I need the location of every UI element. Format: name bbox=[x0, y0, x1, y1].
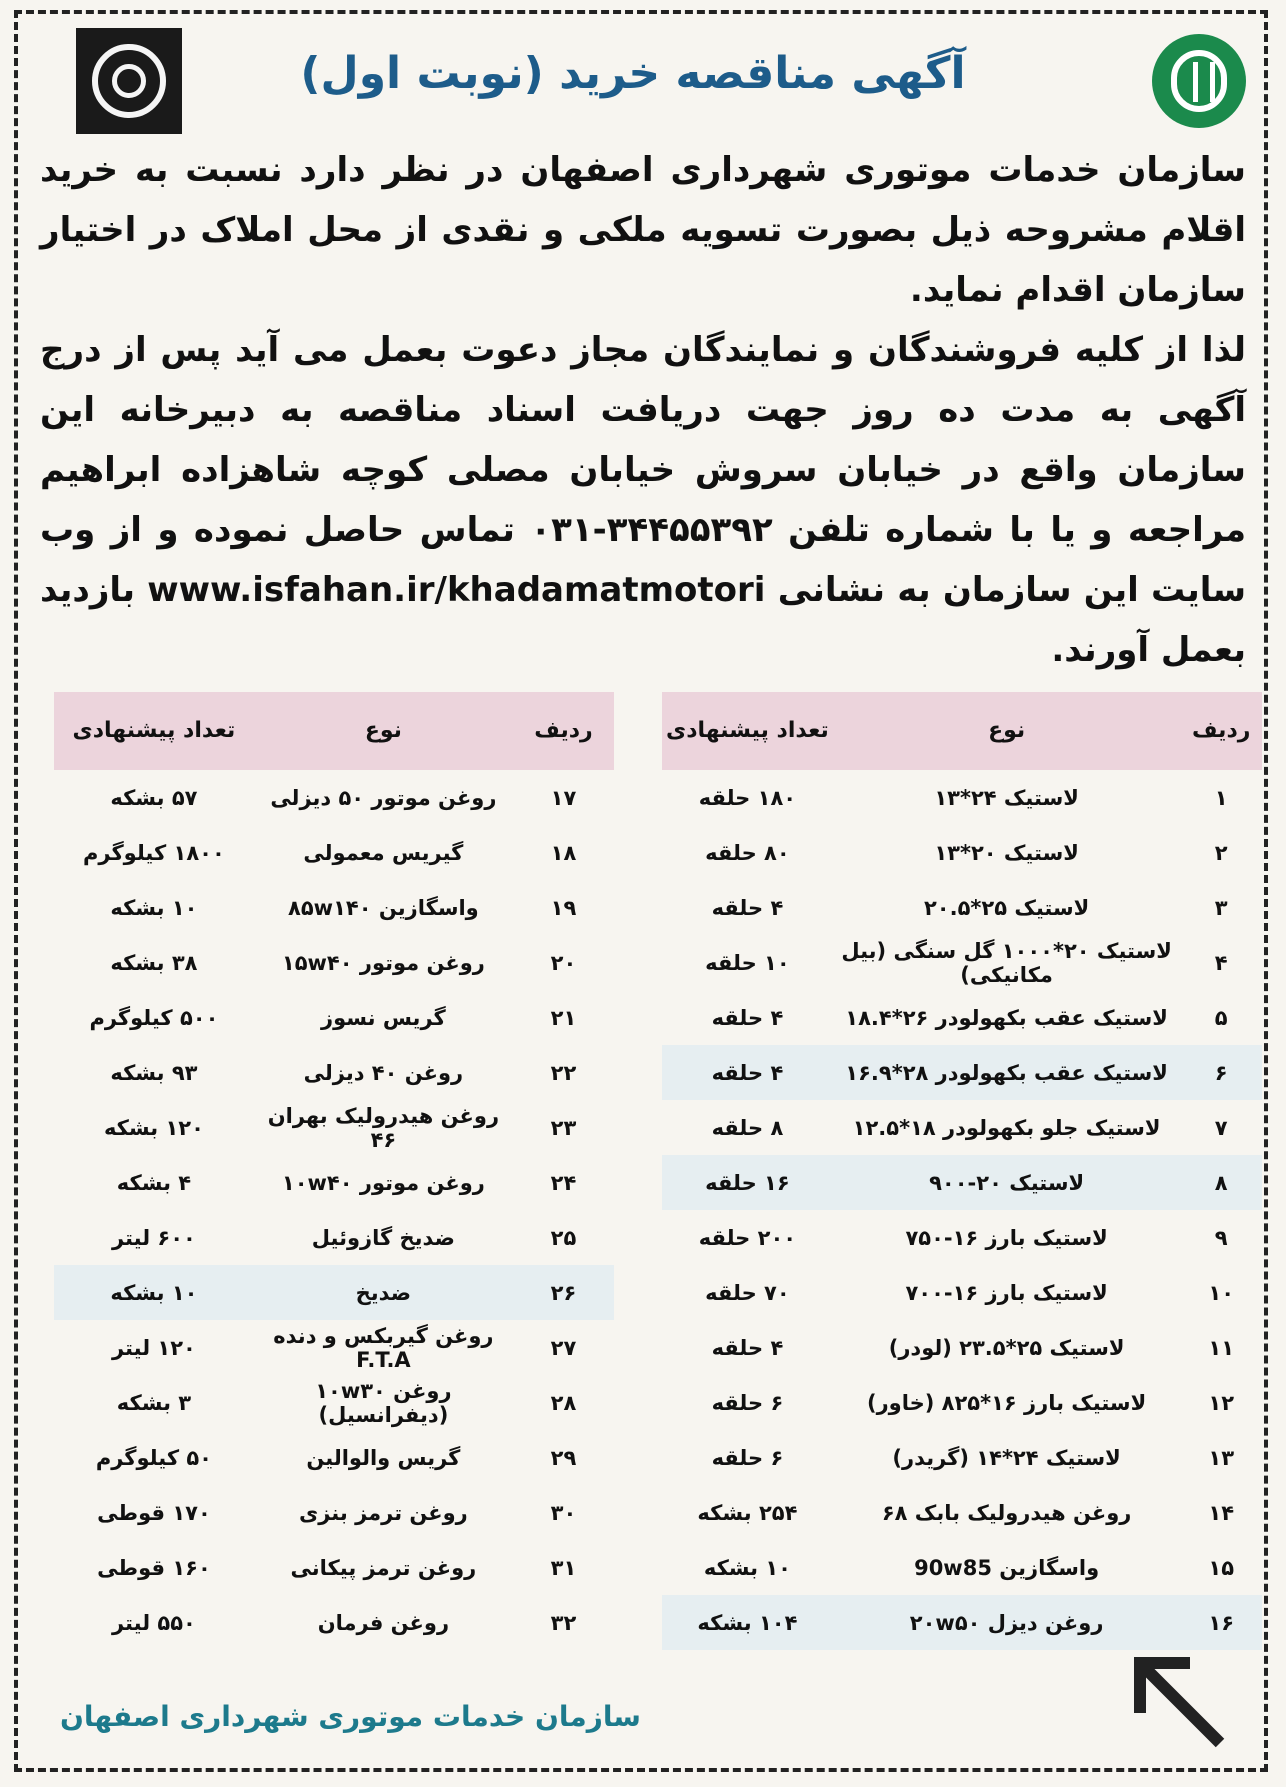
table-row bbox=[54, 1595, 614, 1650]
item-type: واسگازین ۸۵w۱۴۰ bbox=[288, 895, 479, 920]
header-row-no: ردیف bbox=[513, 692, 614, 770]
row-number: ۱۰ bbox=[1208, 1280, 1235, 1305]
item-type: لاستیک بارز ۱۶-۷۰۰ bbox=[905, 1280, 1108, 1305]
row-number: ۱۶ bbox=[1180, 1595, 1262, 1650]
item-quantity: ۴ حلقه bbox=[662, 1045, 833, 1100]
item-type: لاستیک بارز ۱۶*۸۲۵ (خاور) bbox=[866, 1390, 1147, 1415]
table-row bbox=[54, 1485, 614, 1540]
item-quantity: ۵۷ بشکه bbox=[110, 785, 198, 810]
table-row bbox=[662, 1540, 1262, 1595]
table-row bbox=[662, 825, 1262, 880]
intro-text bbox=[40, 140, 1246, 680]
item-type: روغن موتور ۵۰ دیزلی bbox=[270, 785, 497, 810]
website-link[interactable]: www.isfahan.ir/khadamatmotori bbox=[147, 570, 766, 610]
table-row bbox=[54, 935, 614, 990]
header-row-no: ردیف bbox=[1180, 692, 1262, 770]
item-type: ضدیخ bbox=[254, 1265, 513, 1320]
item-type: روغن هیدرولیک بهران ۴۶ bbox=[267, 1103, 500, 1152]
row-number: ۲۷ bbox=[550, 1335, 577, 1360]
item-type: روغن گیربکس و دنده F.T.A bbox=[273, 1323, 494, 1372]
row-number: ۱۲ bbox=[1208, 1390, 1235, 1415]
item-type: روغن ترمز بنزی bbox=[298, 1500, 468, 1525]
table-row bbox=[54, 770, 614, 825]
table-row bbox=[662, 1265, 1262, 1320]
item-quantity: ۱۰ بشکه bbox=[54, 1265, 254, 1320]
item-type: لاستیک ۲۰*۱۳ bbox=[934, 840, 1079, 865]
item-quantity: ۶ حلقه bbox=[711, 1445, 784, 1470]
table-row bbox=[54, 880, 614, 935]
item-type: روغن دیزل ۲۰w۵۰ bbox=[833, 1595, 1181, 1650]
item-quantity: ۱۰ بشکه bbox=[703, 1555, 791, 1580]
header-qty: تعداد پیشنهادی bbox=[54, 692, 254, 770]
item-quantity: ۵۵۰ لیتر bbox=[111, 1610, 196, 1635]
intro-paragraph-1: سازمان خدمات موتوری شهرداری اصفهان در نظر دارد نسبت به خرید اقلام مشروحه ذیل بصورت تسویه ملکی و نقدی از محل املاک در اختیار سازمان اقدام نماید. bbox=[40, 150, 1246, 310]
header bbox=[30, 28, 1256, 138]
row-number: ۲۹ bbox=[550, 1445, 577, 1470]
item-type: لاستیک ۲۵*۲۰.۵ bbox=[923, 895, 1090, 920]
row-number: ۲۳ bbox=[550, 1115, 577, 1140]
table-row bbox=[54, 990, 614, 1045]
table-row bbox=[662, 1485, 1262, 1540]
item-type: لاستیک جلو بکهولودر ۱۸*۱۲.۵ bbox=[852, 1115, 1161, 1140]
item-type: ضدیخ گازوئیل bbox=[311, 1225, 455, 1250]
item-type: لاستیک بارز ۱۶-۷۵۰ bbox=[905, 1225, 1108, 1250]
row-number: ۶ bbox=[1180, 1045, 1262, 1100]
table-row bbox=[662, 990, 1262, 1045]
item-type: لاستیک عقب بکهولودر ۲۶*۱۸.۴ bbox=[845, 1005, 1168, 1030]
row-number: ۱۴ bbox=[1208, 1500, 1235, 1525]
organization-seal-logo bbox=[76, 28, 182, 134]
header-type: نوع bbox=[254, 692, 513, 770]
table-row bbox=[54, 1045, 614, 1100]
row-number: ۲۱ bbox=[550, 1005, 577, 1030]
table-row bbox=[662, 1210, 1262, 1265]
table-row bbox=[54, 825, 614, 880]
items-table-left bbox=[54, 692, 614, 1650]
item-quantity: ۸۰ حلقه bbox=[705, 840, 790, 865]
item-type: روغن ترمز پیکانی bbox=[290, 1555, 477, 1580]
item-quantity: ۳۸ بشکه bbox=[110, 950, 198, 975]
row-number: ۸ bbox=[1180, 1155, 1262, 1210]
table-row bbox=[54, 1210, 614, 1265]
item-quantity: ۱۲۰ لیتر bbox=[111, 1335, 196, 1360]
row-number: ۲۵ bbox=[550, 1225, 577, 1250]
row-number: ۱ bbox=[1214, 785, 1228, 810]
table-row bbox=[54, 1375, 614, 1430]
item-quantity: ۱۰۴ بشکه bbox=[662, 1595, 833, 1650]
item-quantity: ۹۳ بشکه bbox=[110, 1060, 198, 1085]
item-type: لاستیک عقب بکهولودر ۲۸*۱۶.۹ bbox=[833, 1045, 1181, 1100]
item-type: لاستیک ۲۰*۱۰۰۰ گل سنگی (بیل مکانیکی) bbox=[841, 938, 1172, 987]
table-row bbox=[662, 1375, 1262, 1430]
item-quantity: ۱۸۰ حلقه bbox=[698, 785, 797, 810]
item-type: روغن هیدرولیک بابک ۶۸ bbox=[881, 1500, 1132, 1525]
item-quantity: ۷۰ حلقه bbox=[705, 1280, 790, 1305]
row-number: ۱۸ bbox=[550, 840, 577, 865]
intro-paragraph-2-end: بازدید بعمل آورند. bbox=[40, 570, 1246, 670]
table-row bbox=[662, 1320, 1262, 1375]
row-number: ۴ bbox=[1214, 950, 1228, 975]
row-number: ۱۱ bbox=[1208, 1335, 1235, 1360]
row-number: ۲۰ bbox=[550, 950, 577, 975]
intro-paragraph-2 bbox=[40, 320, 1246, 680]
item-quantity: ۱۰ بشکه bbox=[110, 895, 198, 920]
item-type: لاستیک ۲۵*۲۳.۵ (لودر) bbox=[888, 1335, 1125, 1360]
header-qty: تعداد پیشنهادی bbox=[662, 692, 833, 770]
table-row bbox=[662, 880, 1262, 935]
item-quantity: ۳ بشکه bbox=[116, 1390, 192, 1415]
item-type: گیریس معمولی bbox=[303, 840, 464, 865]
row-number: ۲۲ bbox=[550, 1060, 577, 1085]
item-type: روغن فرمان bbox=[317, 1610, 450, 1635]
table-row bbox=[54, 1320, 614, 1375]
item-type: لاستیک ۲۴*۱۳ bbox=[934, 785, 1079, 810]
row-number: ۱۵ bbox=[1208, 1555, 1235, 1580]
item-quantity: ۵۰ کیلوگرم bbox=[95, 1445, 212, 1470]
item-quantity: ۱۸۰۰ کیلوگرم bbox=[83, 840, 225, 865]
row-number: ۱۷ bbox=[550, 785, 577, 810]
table-row bbox=[662, 935, 1262, 990]
item-type: لاستیک ۲۴*۱۴ (گریدر) bbox=[892, 1445, 1121, 1470]
table-row bbox=[54, 1265, 614, 1320]
row-number: ۲۴ bbox=[550, 1170, 577, 1195]
row-number: ۷ bbox=[1214, 1115, 1228, 1140]
item-type: گریس والوالین bbox=[306, 1445, 461, 1470]
table-row bbox=[54, 1540, 614, 1595]
table-row bbox=[54, 1155, 614, 1210]
table-row bbox=[662, 1045, 1262, 1100]
items-table-right bbox=[662, 692, 1262, 1650]
table-row bbox=[662, 1430, 1262, 1485]
page-title: آگهی مناقصه خرید (نوبت اول) bbox=[300, 48, 966, 99]
footer-organization: سازمان خدمات موتوری شهرداری اصفهان bbox=[60, 1700, 641, 1733]
item-type: لاستیک ۲۰-۹۰۰ bbox=[833, 1155, 1181, 1210]
row-number: ۹ bbox=[1214, 1225, 1228, 1250]
item-quantity: ۱۶۰ قوطی bbox=[97, 1555, 211, 1580]
item-quantity: ۶ حلقه bbox=[711, 1390, 784, 1415]
item-quantity: ۲۵۴ بشکه bbox=[697, 1500, 798, 1525]
item-quantity: ۴ بشکه bbox=[116, 1170, 192, 1195]
item-quantity: ۱۷۰ قوطی bbox=[97, 1500, 211, 1525]
item-quantity: ۶۰۰ لیتر bbox=[111, 1225, 196, 1250]
row-number: ۲۸ bbox=[550, 1390, 577, 1415]
intro-paragraph-2-text: لذا از کلیه فروشندگان و نمایندگان مجاز دعوت بعمل می آید پس از درج آگهی به مدت ده روز جهت دریافت اسناد مناقصه به دبیرخانه این سازمان واقع در خیابان سروش خیابان مصلی کوچه شاهزاده ابراهیم مراجعه و یا با شماره تلفن ۳۴۴۵۵۳۹۲-۰۳۱ تماس حاصل نموده و از وب سایت این سازمان به نشانی bbox=[40, 330, 1247, 610]
row-number: ۳ bbox=[1214, 895, 1228, 920]
item-type: روغن موتور ۱۵w۴۰ bbox=[281, 950, 485, 975]
municipality-logo bbox=[1152, 34, 1246, 128]
item-type: روغن ۴۰ دیزلی bbox=[303, 1060, 464, 1085]
item-quantity: ۵۰۰ کیلوگرم bbox=[89, 1005, 219, 1030]
row-number: ۳۱ bbox=[550, 1555, 577, 1580]
row-number: ۲ bbox=[1214, 840, 1228, 865]
item-quantity: ۴ حلقه bbox=[711, 895, 784, 920]
item-quantity: ۲۰۰ حلقه bbox=[698, 1225, 797, 1250]
table-row bbox=[662, 1100, 1262, 1155]
row-number: ۲۶ bbox=[513, 1265, 614, 1320]
item-quantity: ۱۲۰ بشکه bbox=[103, 1115, 204, 1140]
table-row bbox=[662, 770, 1262, 825]
table-row bbox=[662, 1155, 1262, 1210]
item-type: گریس نسوز bbox=[321, 1005, 446, 1030]
item-quantity: ۱۶ حلقه bbox=[662, 1155, 833, 1210]
row-number: ۱۳ bbox=[1208, 1445, 1235, 1470]
table-row bbox=[54, 1430, 614, 1485]
row-number: ۵ bbox=[1214, 1005, 1228, 1030]
item-quantity: ۱۰ حلقه bbox=[705, 950, 790, 975]
row-number: ۳۲ bbox=[550, 1610, 577, 1635]
item-type: روغن ۱۰w۳۰ (دیفرانسیل) bbox=[315, 1378, 452, 1427]
row-number: ۱۹ bbox=[550, 895, 577, 920]
item-type: روغن موتور ۱۰w۴۰ bbox=[281, 1170, 485, 1195]
item-type: واسگازین 90w85 bbox=[914, 1555, 1100, 1580]
arrow-icon bbox=[1132, 1655, 1228, 1751]
header-type: نوع bbox=[833, 692, 1181, 770]
table-row bbox=[662, 1595, 1262, 1650]
item-quantity: ۴ حلقه bbox=[711, 1005, 784, 1030]
row-number: ۳۰ bbox=[550, 1500, 577, 1525]
item-quantity: ۴ حلقه bbox=[711, 1335, 784, 1360]
item-quantity: ۸ حلقه bbox=[711, 1115, 784, 1140]
table-row bbox=[54, 1100, 614, 1155]
